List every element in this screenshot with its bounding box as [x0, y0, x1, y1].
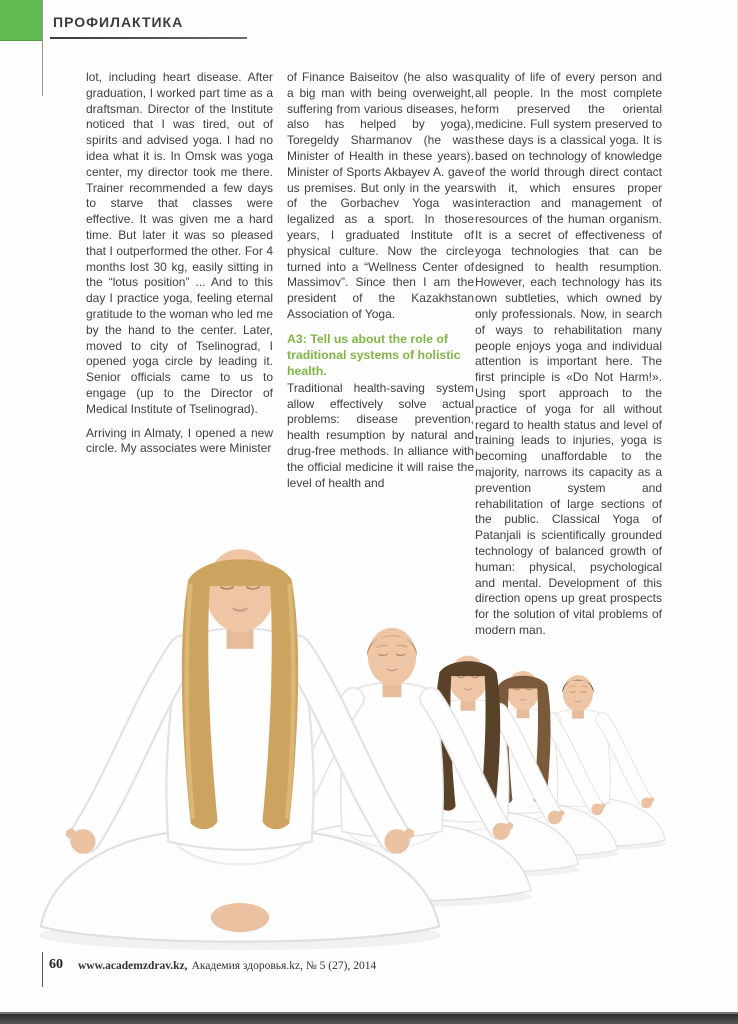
- vertical-divider: [42, 0, 43, 96]
- page-number: 60: [49, 957, 63, 972]
- yoga-meditation-photo: [0, 482, 680, 960]
- footer-imprint: [78, 960, 376, 972]
- paragraph: Arriving in Almaty, I opened a new circle. My associates were Minister: [86, 425, 273, 456]
- paragraph: quality of life of every person and all people. In the most complete form preserved the oriental medicine. Full system preserved to these days is a classical yoga. It is based on technology of knowledge of the world through direct contact with it, which ensures proper interaction and management of resources of the human organism. It is a secret of effectiveness of yoga technologies that can be designed to health resumption. However, each technology has its own subtleties, which owned by only professionals. Now, in search of ways to rehabilitation many people enjoys yoga and individual attention is important here. The first principle is «Do Not Harm!». Using sport approach to the practice of yoga for all without regard to health status and level of training leads to injuries, yoga is becoming unaffordable to the majority, narrows its capacity as a prevention system and rehabilitation of large sections of the public. Classical Yoga of Patanjali is scientifically grounded technology of balanced growth of human: physical, psychological and mental. Development of this direction opens up great prospects for the solution of vital problems of modern man.: [475, 70, 662, 637]
- scan-bottom-edge: [0, 1014, 738, 1024]
- paragraph: Traditional health-saving system allow effectively solve actual problems: disease prevention, health resumption by natural and drug-free methods. In alliance with the official medicine it will raise the level of health and: [287, 380, 474, 490]
- footer-divider: [42, 952, 43, 987]
- paragraph: lot, including heart disease. After graduation, I worked part time as a draftsman. Director of the Institute noticed that I was tired, out of spirits and advised yoga. I had no idea what it is. In Omsk was yoga center, my director took me there. Trainer recommended a few days to starve that classes were effective. It was given me a hard time. But later it was so pleased that I outperformed the other. For 4 months lost 30 kg, easily sitting in the “lotus position” ... And to this day I practice yoga, feeling eternal gratitude to the woman who led me by the hand to the center. Later, moved to city of Tselinograd, I opened yoga circle by leading it. Senior officials came to us to engage (up to the Director of Medical Institute of Tselinograd).: [86, 70, 273, 416]
- text-column-2: [287, 70, 474, 499]
- footer-site-url: www.academzdrav.kz,: [78, 960, 188, 972]
- question-heading: A3: Tell us about the role of traditional systems of holistic health.: [287, 331, 461, 378]
- paragraph: of Finance Baiseitov (he also was a big man with being overweight, suffering from various diseases, he also has helped by yoga), Toregeldy Sharmanov (he was Minister of Health in these years). Minister of Sports Akbayev A. gave us premises. But only in the years of the Gorbachev Yoga was legalized as a sport. In those years, I graduated Institute of physical culture. Now the circle turned into a “Wellness Center of Massimov”. Since then I am the president of the Kazakhstan Association of Yoga.: [287, 70, 474, 321]
- footer-journal-info: Академия здоровья.kz, № 5 (27), 2014: [191, 960, 377, 972]
- accent-square: [0, 0, 43, 41]
- text-column-1: [86, 70, 273, 465]
- title-underline: [50, 37, 247, 39]
- section-title: ПРОФИЛАКТИКА: [53, 14, 184, 30]
